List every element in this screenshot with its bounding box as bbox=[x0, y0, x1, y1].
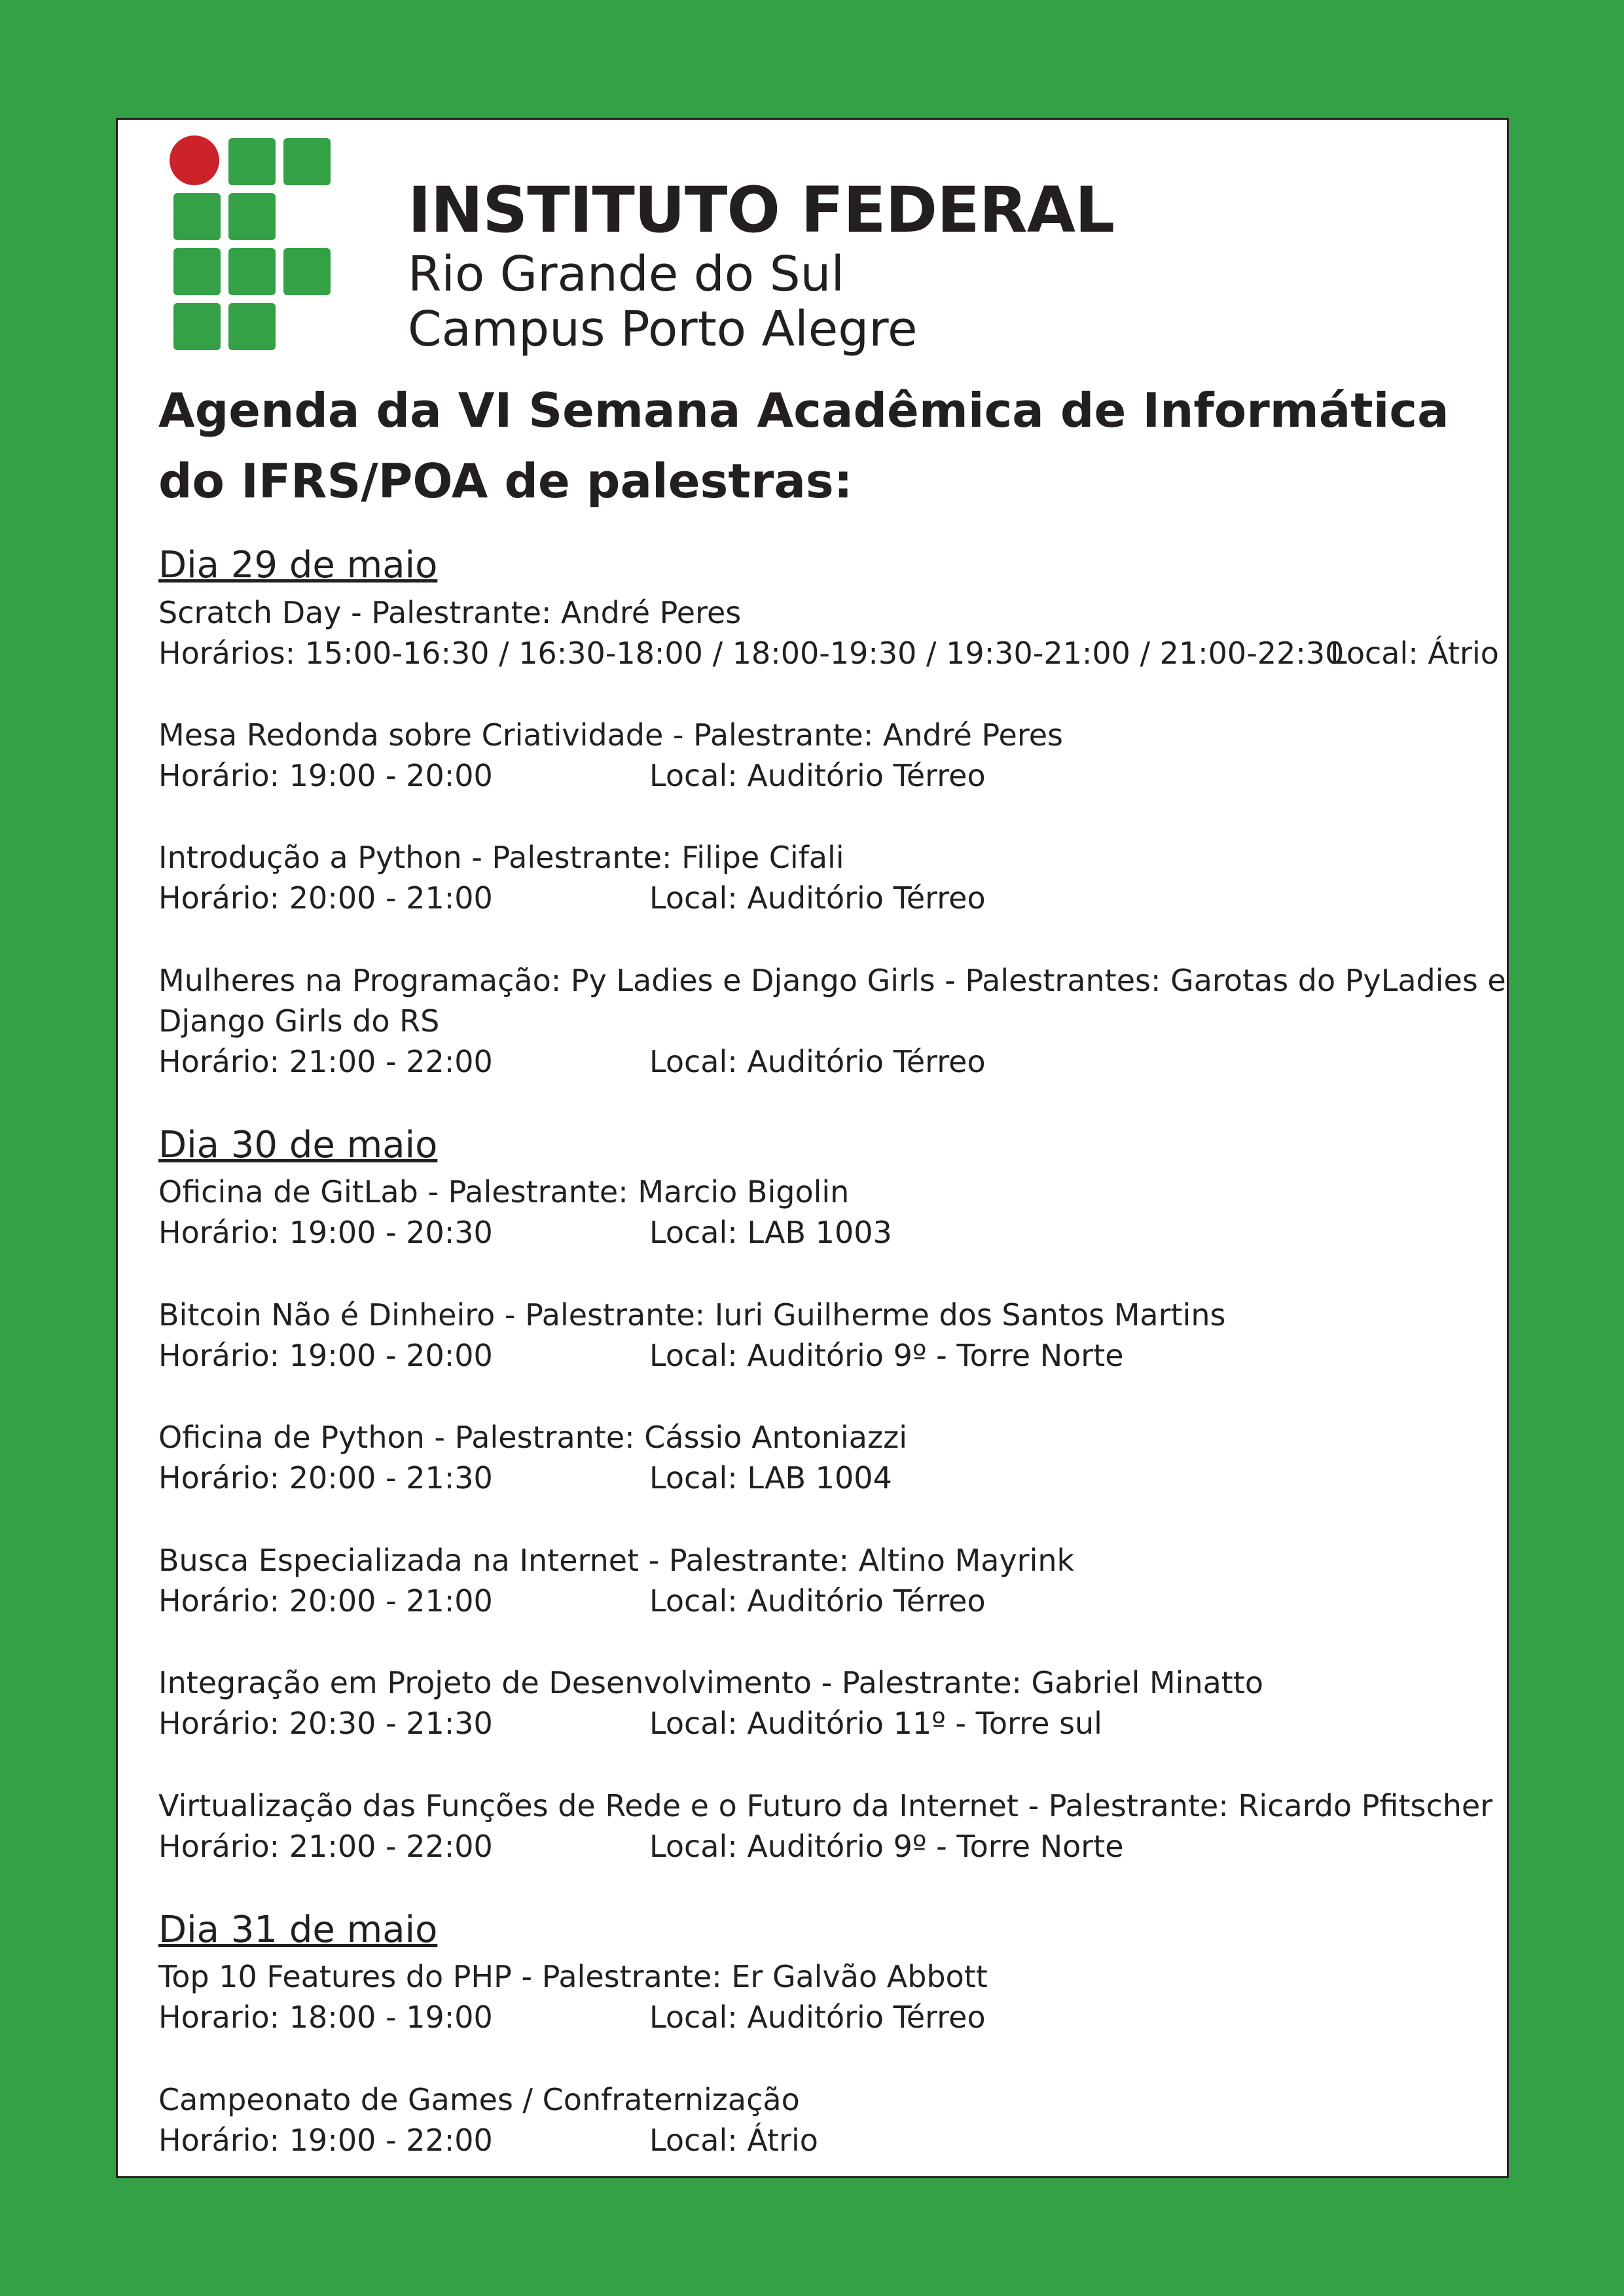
session-location: Local: Auditório Térreo bbox=[649, 1583, 986, 1619]
session-title: Introdução a Python - Palestrante: Filipe Cifali bbox=[158, 840, 844, 875]
session-location: Local: LAB 1004 bbox=[649, 1460, 892, 1496]
session-title-continued: Django Girls do RS bbox=[158, 1003, 440, 1039]
day-heading: Dia 31 de maio bbox=[158, 1909, 438, 1951]
logo-state: Rio Grande do Sul bbox=[408, 246, 845, 302]
session-title: Oficina de GitLab - Palestrante: Marcio Bigolin bbox=[158, 1174, 850, 1210]
session-time: Horário: 20:30 - 21:30 bbox=[158, 1706, 493, 1741]
session-title: Mesa Redonda sobre Criatividade - Palestrante: André Peres bbox=[158, 717, 1064, 753]
poster-page bbox=[116, 118, 1509, 2178]
session-location: Local: LAB 1003 bbox=[649, 1215, 892, 1250]
session-time: Horario: 18:00 - 19:00 bbox=[158, 2000, 493, 2035]
session-time: Horário: 21:00 - 22:00 bbox=[158, 1829, 493, 1864]
session-time: Horário: 20:00 - 21:00 bbox=[158, 880, 493, 916]
institution-logo bbox=[168, 134, 1115, 357]
session-time: Horário: 20:00 - 21:00 bbox=[158, 1583, 493, 1619]
session-time: Horários: 15:00-16:30 / 16:30-18:00 / 18:00-19:30 / 19:30-21:00 / 21:00-22:30 bbox=[158, 636, 1344, 671]
logo-institution-name: INSTITUTO FEDERAL bbox=[408, 173, 1115, 247]
session-location: Local: Auditório Térreo bbox=[649, 758, 986, 793]
session-location: Local: Átrio bbox=[649, 2123, 818, 2158]
session-location: Local: Átrio bbox=[1330, 636, 1499, 671]
session-title: Busca Especializada na Internet - Palestrante: Altino Mayrink bbox=[158, 1543, 1075, 1578]
session-time: Horário: 21:00 - 22:00 bbox=[158, 1044, 493, 1079]
session-time: Horário: 19:00 - 20:00 bbox=[158, 1338, 493, 1373]
logo-text bbox=[408, 173, 1114, 357]
session-location: Local: Auditório 9º - Torre Norte bbox=[649, 1829, 1124, 1864]
session-location: Local: Auditório 9º - Torre Norte bbox=[649, 1338, 1124, 1373]
session-title: Mulheres na Programação: Py Ladies e Django Girls - Palestrantes: Garotas do PyLadies e bbox=[158, 963, 1506, 998]
session-title: Bitcoin Não é Dinheiro - Palestrante: Iuri Guilherme dos Santos Martins bbox=[158, 1297, 1226, 1333]
session-time: Horário: 20:00 - 21:30 bbox=[158, 1460, 493, 1496]
session-time: Horário: 19:00 - 22:00 bbox=[158, 2123, 493, 2158]
page-title: Agenda da VI Semana Acadêmica de Informática do IFRS/POA de palestras: bbox=[158, 383, 1449, 509]
day-heading: Dia 29 de maio bbox=[158, 544, 438, 586]
logo-campus: Campus Porto Alegre bbox=[408, 301, 918, 357]
session-location: Local: Auditório Térreo bbox=[649, 2000, 986, 2035]
session-title: Virtualização das Funções de Rede e o Futuro da Internet - Palestrante: Ricardo Pfitscher bbox=[158, 1788, 1493, 1823]
session-title: Scratch Day - Palestrante: André Peres bbox=[158, 595, 742, 630]
day-heading: Dia 30 de maio bbox=[158, 1124, 438, 1166]
session-title: Campeonato de Games / Confraternização bbox=[158, 2082, 800, 2117]
session-title: Oficina de Python - Palestrante: Cássio Antoniazzi bbox=[158, 1420, 908, 1455]
session-title: Top 10 Features do PHP - Palestrante: Er Galvão Abbott bbox=[158, 1959, 988, 1994]
session-location: Local: Auditório Térreo bbox=[649, 1044, 986, 1079]
session-title: Integração em Projeto de Desenvolvimento - Palestrante: Gabriel Minatto bbox=[158, 1665, 1264, 1700]
logo-grid-icon bbox=[168, 134, 338, 357]
session-location: Local: Auditório Térreo bbox=[649, 880, 986, 916]
session-time: Horário: 19:00 - 20:00 bbox=[158, 758, 493, 793]
session-location: Local: Auditório 11º - Torre sul bbox=[649, 1706, 1102, 1741]
session-time: Horário: 19:00 - 20:30 bbox=[158, 1215, 493, 1250]
